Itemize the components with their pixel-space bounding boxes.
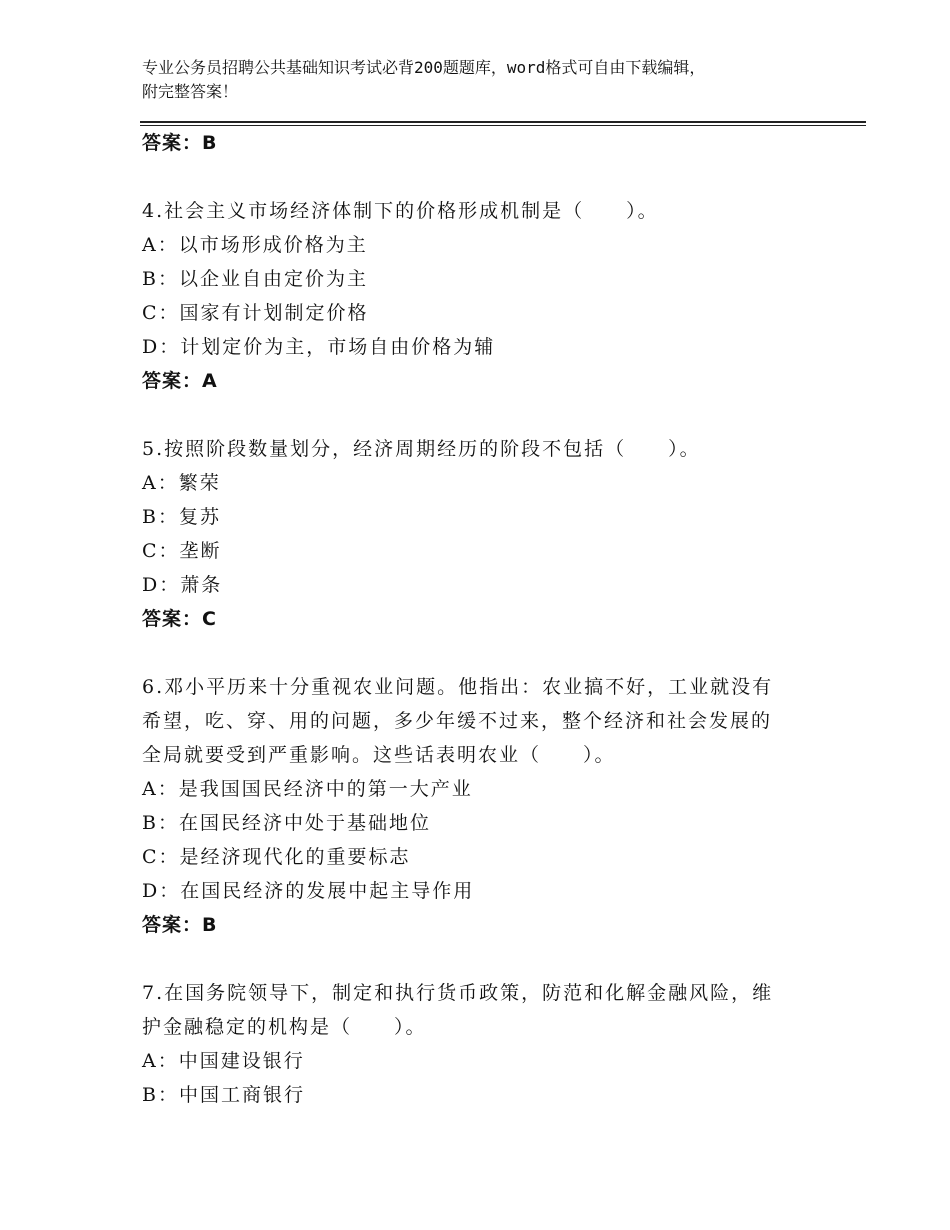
question-7-text-line-1: 7.在国务院领导下，制定和执行货币政策，防范和化解金融风险，维 <box>142 982 774 1004</box>
question-6-text-line-3: 全局就要受到严重影响。这些话表明农业（ ）。 <box>142 744 616 766</box>
answer-q6: 答案：B <box>142 914 218 936</box>
question-4 <box>142 194 842 228</box>
q5-option-c: C：垄断 <box>142 540 222 562</box>
question-5-text: 5.按照阶段数量划分，经济周期经历的阶段不包括（ ）。 <box>142 438 701 460</box>
q5-option-a: A：繁荣 <box>142 472 221 494</box>
q6-option-b: B：在国民经济中处于基础地位 <box>142 812 431 834</box>
q4-option-d: D：计划定价为主，市场自由价格为辅 <box>142 336 496 358</box>
q7-option-b: B：中国工商银行 <box>142 1084 305 1106</box>
q4-option-a: A：以市场形成价格为主 <box>142 234 368 256</box>
question-6 <box>142 670 842 772</box>
q6-option-d: D：在国民经济的发展中起主导作用 <box>142 880 475 902</box>
question-6-text-line-2: 希望，吃、穿、用的问题，多少年缓不过来，整个经济和社会发展的 <box>142 710 773 732</box>
document-header <box>142 56 832 104</box>
header-line-1: 专业公务员招聘公共基础知识考试必背200题题库，word格式可自由下载编辑， <box>142 58 706 77</box>
question-4-text: 4.社会主义市场经济体制下的价格形成机制是（ ）。 <box>142 200 659 222</box>
header-line-2: 附完整答案！ <box>142 82 239 101</box>
q6-option-a: A：是我国国民经济中的第一大产业 <box>142 778 473 800</box>
q4-option-c: C：国家有计划制定价格 <box>142 302 369 324</box>
q4-option-b: B：以企业自由定价为主 <box>142 268 368 290</box>
document-body <box>142 126 842 1112</box>
answer-q3: 答案：B <box>142 132 218 154</box>
answer-q5: 答案：C <box>142 608 217 630</box>
q5-option-d: D：萧条 <box>142 574 223 596</box>
q7-option-a: A：中国建设银行 <box>142 1050 305 1072</box>
question-7-text-line-2: 护金融稳定的机构是（ ）。 <box>142 1016 427 1038</box>
q6-option-c: C：是经济现代化的重要标志 <box>142 846 411 868</box>
question-5 <box>142 432 842 466</box>
q5-option-b: B：复苏 <box>142 506 221 528</box>
question-6-text-line-1: 6.邓小平历来十分重视农业问题。他指出：农业搞不好，工业就没有 <box>142 676 774 698</box>
question-7 <box>142 976 842 1044</box>
header-divider-thick <box>140 121 866 123</box>
answer-q4: 答案：A <box>142 370 218 392</box>
